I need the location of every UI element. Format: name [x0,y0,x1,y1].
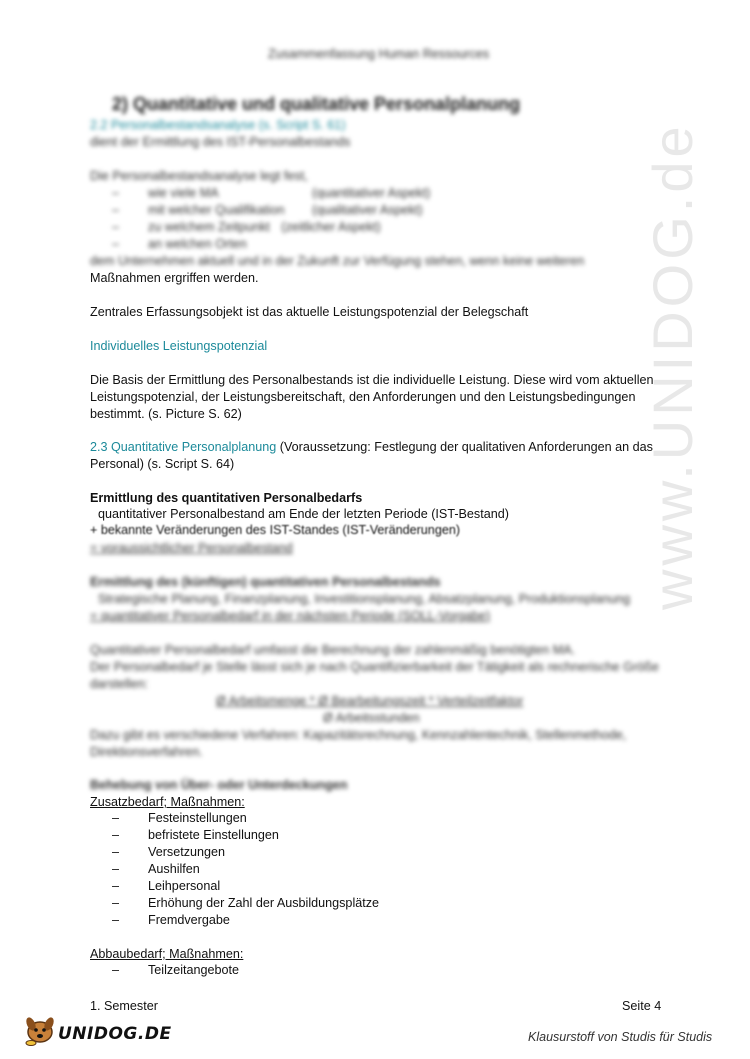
individual-paragraph-1: Die Basis der Ermittlung des Personalbestands ist die individuelle Leistung. Diese wird vom aktuellen [90,373,654,387]
list-item: – Teilzeitangebote [112,963,240,977]
quant-line-5: Direktionsverfahren. [90,745,203,759]
list-item: – Erhöhung der Zahl der Ausbildungsplätze [112,896,380,910]
bestand-line-1: Strategische Planung, Finanzplanung, Investitionsplanung, Absatzplanung, Produktionsplanung [98,592,631,606]
individual-paragraph-2: Leistungspotenzial, der Leistungsbereitschaft, den Anforderungen und den Leistungsbedingungen [90,390,636,404]
bedarf-heading: Ermittlung des quantitativen Personalbedarfs [90,491,363,505]
bedarf-line-1: quantitativer Personalbestand am Ende der letzten Periode (IST-Bestand) [98,507,509,521]
list-item-text: zu welchem Zeitpunkt [148,220,270,234]
list-item: – an welchen Orten [112,237,247,251]
list-item-text: Versetzungen [148,845,226,859]
quant-line-3: darstellen: [90,677,149,691]
list-item: – wie viele MA [112,186,219,200]
quant-line-2: Der Personalbedarf je Stelle lässt sich je nach Quantifizierbarkeit der Tätigkeit als rechnerische Größe [90,660,659,674]
footer-semester: 1. Semester [90,999,158,1013]
analysis-closing: dem Unternehmen aktuell und in der Zukunft zur Verfügung stehen, wenn keine weiteren [90,254,585,268]
list-item: – mit welcher Qualifikation [112,203,285,217]
list-item: – Festeinstellungen [112,811,247,825]
watermark-text: www.UNIDOG.de [641,122,704,610]
quant-line-4: Dazu gibt es verschiedene Verfahren: Kapazitätsrechnung, Kennzahlentechnik, Stellenmethode, [90,728,627,742]
list-item: – Aushilfen [112,862,200,876]
list-item-aspect: (qualitativer Aspekt) [312,203,423,217]
behebung-heading: Behebung von Über- oder Unterdeckungen [90,778,348,792]
zusatzbedarf-label: Zusatzbedarf; Maßnahmen: [90,795,245,809]
list-item: – befristete Einstellungen [112,828,279,842]
list-item-text: an welchen Orten [148,237,247,251]
running-header: Zusammenfassung Human Ressources [268,47,490,61]
list-item-text: Teilzeitangebote [148,963,240,977]
subsection-2-3-note: (Voraussetzung: Festlegung der qualitativen Anforderungen an das [276,440,653,454]
list-item: – Versetzungen [112,845,226,859]
formula-denominator: Ø Arbeitsstunden [323,711,420,725]
dog-icon [22,1012,58,1046]
list-item-text: wie viele MA [148,186,219,200]
list-item-text: Fremdvergabe [148,913,230,927]
subsection-heading-2-3: 2.3 Quantitative Personalplanung [90,440,277,454]
individual-paragraph-3: bestimmt. (s. Picture S. 62) [90,407,242,421]
unidog-logo [22,1012,172,1048]
logo-text: UNIDOG.DE [58,1024,172,1044]
bestand-line-2: = quantitativer Personalbedarf in der nächsten Periode (SOLL-Vorgabe) [90,609,491,623]
list-item-text: mit welcher Qualifikation [148,203,285,217]
bestand-heading: Ermittlung des (künftigen) quantitativen Personalbestands [90,575,441,589]
bedarf-line-2: + bekannte Veränderungen des IST-Standes (IST-Veränderungen) [90,523,461,537]
section-title: 2) Quantitative und qualitative Personalplanung [112,94,521,114]
analysis-lead: Die Personalbestandsanalyse legt fest, [90,169,308,183]
quant-line-1: Quantitativer Personalbedarf umfasst die Berechnung der zahlenmäßig benötigten MA. [90,643,576,657]
central-statement: Zentrales Erfassungsobjekt ist das aktuelle Leistungspotenzial der Belegschaft [90,305,529,319]
list-item-aspect: (quantitativer Aspekt) [312,186,431,200]
list-item: – Leihpersonal [112,879,221,893]
formula-numerator: Ø Arbeitsmenge * Ø Bearbeitungszeit * Verteilzeitfaktor [216,694,524,708]
bedarf-line-3: = voraussichtlicher Personalbestand [90,541,293,555]
individual-heading: Individuelles Leistungspotenzial [90,339,268,353]
subsection-intro: dient der Ermittlung des IST-Personalbestands [90,135,351,149]
list-item-text: Leihpersonal [148,879,221,893]
list-item-text: befristete Einstellungen [148,828,279,842]
subsection-2-3-note-2: Personal) (s. Script S. 64) [90,457,235,471]
footer-page-number: Seite 4 [622,999,662,1013]
list-item: – Fremdvergabe [112,913,230,927]
abbaubedarf-label: Abbaubedarf; Maßnahmen: [90,947,244,961]
footer-tagline: Klausurstoff von Studis für Studis [528,1030,713,1044]
list-item-text: Aushilfen [148,862,200,876]
subsection-2-3 [90,439,653,456]
list-item: – zu welchem Zeitpunkt (zeitlicher Aspekt) [112,220,381,234]
list-item-aspect: (zeitlicher Aspekt) [281,220,381,234]
analysis-closing-2: Maßnahmen ergriffen werden. [90,271,259,285]
list-item-text: Festeinstellungen [148,811,247,825]
subsection-heading-2-2: 2.2 Personalbestandsanalyse (s. Script S. 61) [90,118,346,132]
list-item-text: Erhöhung der Zahl der Ausbildungsplätze [148,896,380,910]
